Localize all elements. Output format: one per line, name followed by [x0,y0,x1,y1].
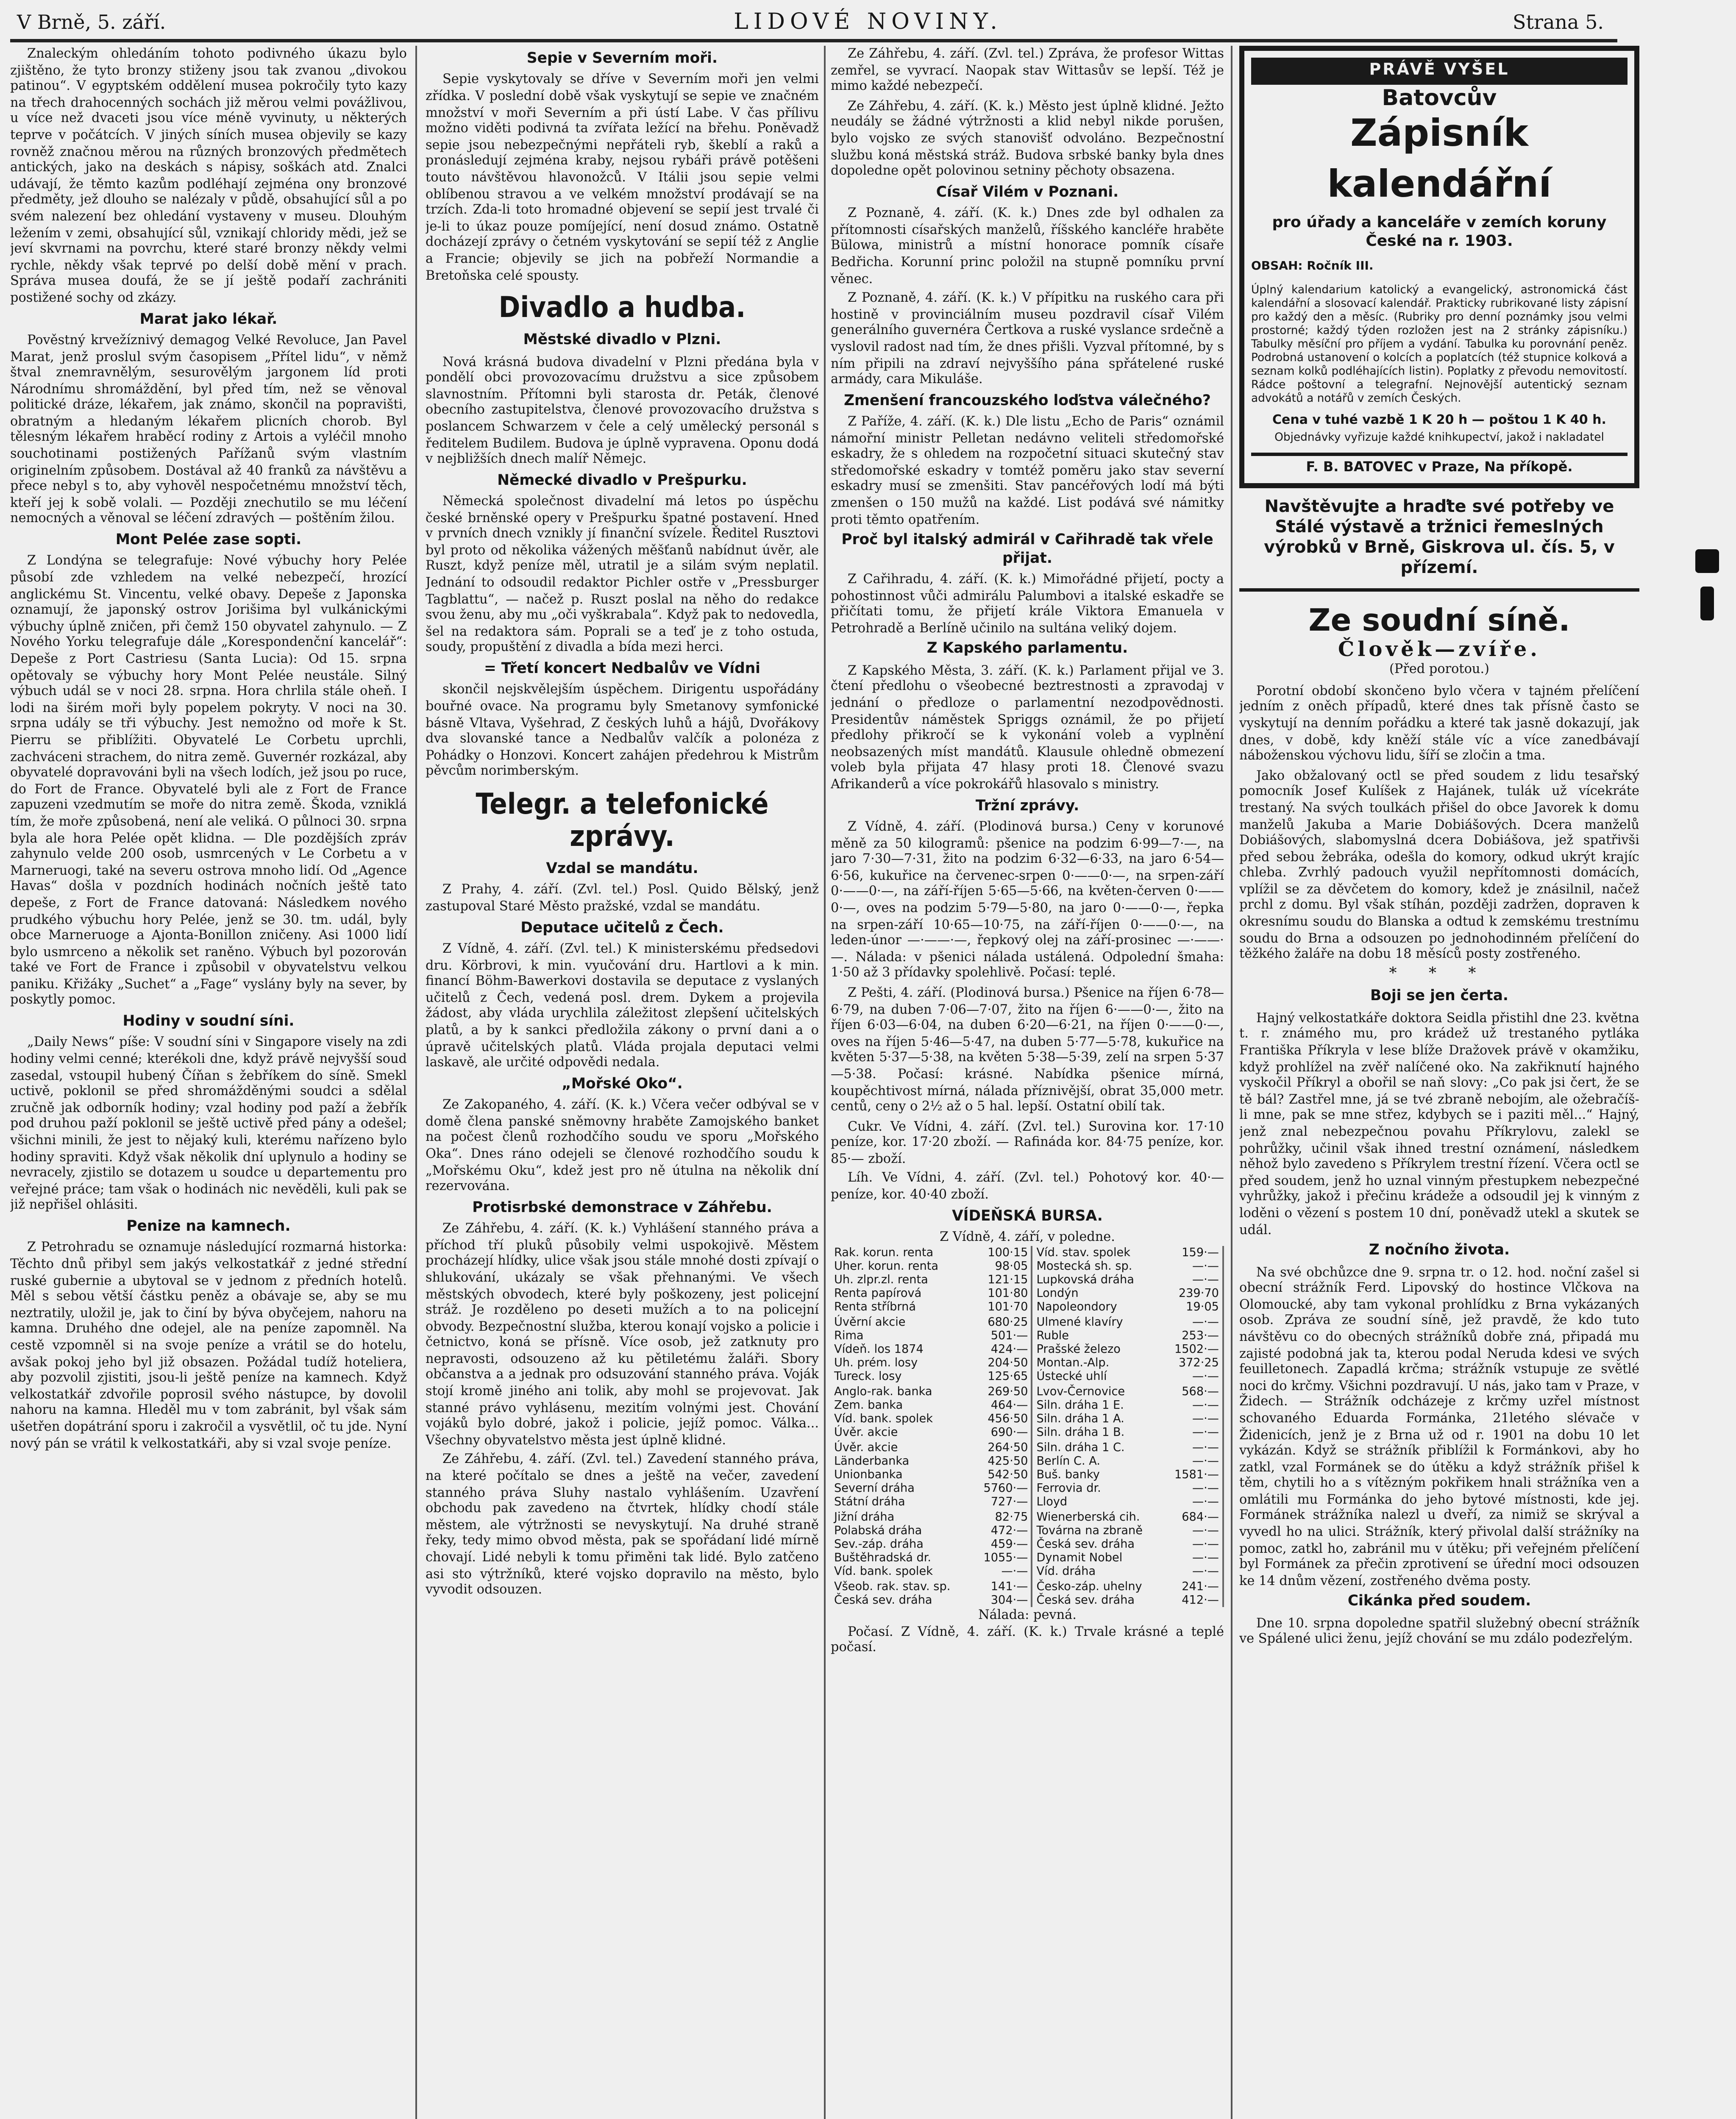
table-label: Ruble [1036,1329,1069,1343]
table-row [831,1273,1223,1287]
headline: Z nočního života. [1369,1243,1510,1260]
table-row [831,1468,1223,1482]
table-label: Víd. bank. spolek [834,1412,933,1426]
table-label: Česká sev. dráha [834,1593,932,1607]
article-paragraph: Z Petrohradu se oznamuje následující rozmarná historka: Těchto dnů přibyl sem jakýs velkostatkář z jedné střední ruské gubernie a ubytoval se v jednom z předních hotelů. Měl s sebou větší částku peněz a obávaje se, aby se mu neztratily, uložil je, jak to činí by býva obyčejem, nahoru na kamna. Druhého dne odejel, ale na peníze zapomněl. Na cestě vzpomněl si na svoje peníze a vrátil se do hotelu, avšak pokoj jeho byl již obsazen. Požádal tudíž hoteliera, aby pozvolil zjistiti, jsou-li ještě peníze na kamnech. Když velkostatkář zdvořile poprosil svého nástupce, by dovolil nahoru na kamna. Hleděl mu v tom zabránit, byl však sám ušetřen dopátrání sporu i zakročil a vysvětlil, oč tu jde. Nyní nový pán se vrátil k velkostatkáři, aby si vzal svoje peníze. [10,1240,407,1451]
table-value: 472·— [972,1524,1032,1538]
table-value: 253·— [1163,1329,1223,1343]
table-value: 100·15 [972,1246,1032,1260]
table-label: Uh. zlpr.zl. renta [834,1273,928,1287]
header-date: V Brně, 5. září. [17,10,166,34]
table-label: Dynamit Nobel [1036,1551,1123,1565]
table-label: Úvěr. akcie [834,1426,898,1440]
table-value: —·— [972,1565,1032,1579]
table-label: Länderbanka [834,1454,910,1468]
table-value: 680·25 [972,1315,1032,1329]
article-paragraph: Ze Záhřebu, 4. září. (K. k.) Město jest úplně klidné. Ježto neudály se žádné výtržnosti a klid nebyl nikde porušen, bylo vojsko ze svých stanovišť odvoláno. Bezpečnostní službu koná městská stráž. Budova srbské banky byla dnes dopoledne opět polovinou setniny pěchoty obsazena. [831,98,1224,178]
article-paragraph: Ze Záhřebu, 4. září. (Zvl. tel.) Zavedení stanného práva, na které počítalo se dnes a ještě na večer, zavedení stanného práva Sluhy nastalo vyhlášením. Uzavření obchodu pak zavedeno na čtvrtek, hlídky chodí stále městem, ale výtržnosti se nevyskytují. Na druhé straně řeky, tedy mimo obvod města, pak se spořádaní lidé mírně chovají. Lidé nebyli k tomu přiměni tak lidé. Bylo zatčeno asi sto výtržníků, které vojsko dopravilo na město, bylo vyvodit odsouzen. [426,1452,819,1597]
table-row [831,1426,1223,1440]
table-row [831,1482,1223,1496]
table-row [831,1399,1223,1413]
table-value: 727·— [972,1496,1032,1510]
table-label: Jižní dráha [834,1510,895,1524]
headline: Penize na kamnech. [126,1219,291,1236]
article-paragraph: Německá společnost divadelní má letos po úspěchu české brněnské opery v Prešpurku špatné postavení. Hned v prvních dnech vznikly jí finanční svízele. Ředitel Rusztovi byl proto od několika vážených měšťanů nabídnut úvěr, ale Ruszt, když peníze měl, utratil je a silám svým neplatil. Jednání to odsoudil redaktor Pichler ostře v „Pressburger Tagblattu“, — načež p. Ruszt poslal na něho do redakce svou ženu, aby mu „oči vyškrabala“. Když pak to nedovedla, šel na redaktora sám. Poprali se a teď je z toho ostuda, soudy, propuštění z divadla a bída mezi herci. [426,493,819,655]
table-label: Ulmené klavíry [1036,1315,1123,1329]
center-note: Z Vídně, 4. září, v poledne. [940,1229,1115,1245]
article-paragraph: Ze Záhřebu, 4. září. (K. k.) Vyhlášení stanného práva a příchod tří pluků působily velmi uspokojivě. Městem procházejí hlídky, ulice však jsou stále mnohé dosti zpívají o shlukování, ukázaly se však přehnanými. Ve všech městských obvodech, které byly poškozeny, jest policejní stráž. Je rozděleno po deseti mužích a to na policejní obvody. Bezpečnostní služba, kterou konají vojsko a policie i četnictvo, koná se přísně. Více osob, jež zatknuty pro nepravosti, odsouzeno až ku pětiletému žaláři. Sbory občanstva a a jednak pro odsuzování stanného práva. Voják stojí kromě jiného ani tolik, aby mohl se projevovat. Jak stanné právo vyhlásenu, mezitím volnými jest. Chování vojáků bylo dobré, jakož i policie, jejíž pomoc. Válka... Všechny obyvatelstvo města jest úplně klidné. [426,1221,819,1448]
article-paragraph: Ze Záhřebu, 4. září. (Zvl. tel.) Zpráva, že profesor Wittas zemřel, se vyvrací. Naopak stav Wittasův se lepší. Též je mimo každé nebezpečí. [831,46,1224,94]
article-paragraph: Znaleckým ohledáním tohoto podivného úkazu bylo zjištěno, že tyto bronzy stiženy jsou tak zvanou „divokou patinou“. V egyptském oddělení musea pokročily tyto kazy na třech drahocenných sochách již měrou velmi povážlivou, u více než dvaceti jsou více méně vyvinuty, u některých teprve v počátcích. V jiných síních musea objevily se kazy rovněž značnou měrou na různých bronzových předmětech antických, jako na deskách s nápisy, soškách atd. Znalci udávají, že těmto kazům podléhají zejména ony bronzové předměty, jež dlouho se nalézaly v půdě, obsahující sůl a po svém nalezení bez ohledání vystaveny v museu. Dlouhým ležením v zemi, obsahující sůl, vznikají chloridy mědi, jež se jeví skvrnami na povrchu, které staré bronzy někdy velmi rychle, někdy však teprvé po delší době mění v prach. Správa musea doufá, že se jí ještě podaří zachrániti postižené sochy od zkázy. [10,46,407,305]
table-value: 690·— [972,1426,1032,1440]
table-label: Česko-záp. uhelny [1036,1579,1142,1593]
table-row [831,1440,1223,1454]
article-paragraph: Jako obžalovaný octl se před soudem z lidu tesařský pomocník Josef Kulíšek z Hajánek, tulák už vícekráte trestaný. Na svých toulkách přišel do obce Javorek k domu manželů Jakuba a Marie Dobiášových. Dcera manželů Dobiášových, slabomyslná dcera Dobiášova, jež spatřivši před sebou žebráka, odešla do komory, odkud ukrýt krajíc chleba. Zvrhlý padouch využil nepřítomnosti domácích, vplížil se za děvčetem do komory, kdež je znásilnil, načež prchl z domu. Byl však stíhán, později zadržen, dopraven k okresnímu soudu do Blanska a odtud k zemskému trestnímu soudu do Brna a odsouzen po jednohodinném přelíčení do těžkého žaláře na dobu 18 měsíců posty zostřeného. [1239,767,1639,962]
table-label: Severní dráha [834,1482,915,1496]
table-row [831,1315,1223,1329]
article-paragraph: Z Poznaně, 4. září. (K. k.) V přípitku na ruského cara při hostině v provinciálním museu pozdravil císař Vilém generálního guvernéra Čertkova a ruské vyslance srdečně a vyslovil radost nad tím, že dnes přišli. Vyzval přítomné, by s ním připili na zdraví nejvyššího pána spřátelené ruské armády, cara Mikuláše. [831,290,1224,387]
table-value: 82·75 [972,1510,1032,1524]
table-value: —·— [1163,1315,1223,1329]
table-label: Polabská dráha [834,1523,922,1537]
table-label: Víd. stav. spolek [1036,1245,1131,1259]
running-header [0,10,1736,41]
table-value: 456·50 [972,1412,1032,1426]
column-rule [1231,46,1232,2119]
article-paragraph: Pověstný krvežíznivý demagog Velké Revoluce, Jan Pavel Marat, jenž proslul svým časopisem „Přítel lidu“, v němž štval znemravnělým, sesurovělým jargonem líd proti Národnímu shromáždění, byl před tím, než se věnoval politické dráze, lékařem, jak známo, skončil na popravišti, obratným a hledaným lékařem plicních chorob. Byl tělesným lékařem hraběcí rodiny z Artois a vyléčil mnoho souchotinami postižených Pařížanů svým vlastním originelním způsobem. Dostával až 40 franků za návštěvu a přece nebyl s to, aby vyhověl nespočetnému množství těch, kteří jej k sobě volali. — Později znechutilo se mu léčení nemocných a věnoval se léčení zdravých — poštěním žilou. [10,332,407,526]
headline: Sepie v Severním moři. [526,51,718,68]
table-label: Zem. banka [834,1398,903,1412]
table-row [831,1412,1223,1426]
table-row [831,1287,1223,1301]
table-value: —·— [1163,1538,1223,1552]
table-label: Česká sev. dráha [1036,1593,1135,1607]
table-row [831,1259,1223,1273]
table-row [831,1357,1223,1371]
headline: Boji se jen čerta. [1370,989,1508,1006]
article-paragraph: Počasí. Z Vídně, 4. září. (K. k.) Trvale krásné a teplé počasí. [831,1623,1224,1655]
ad-title-2: kalendářní [1327,164,1552,207]
table-row [831,1301,1223,1315]
article-note: (Před porotou.) [1389,661,1489,677]
header-rule [10,39,1617,42]
table-label: Víd. dráha [1036,1565,1096,1579]
article-paragraph: „Daily News“ píše: V soudní síni v Singapore visely na zdi hodiny velmi cenné; kterékoli dne, když právě nejvyšší soud zasedal, vstoupil hubený Číňan s žebříkem do síně. Smekl uctivě, poklonil se před shromážděnými soudci a sdělal zručně jak odborník hodiny; vzal hodiny pod paží a žebřík pod druhou paží poklonil se ještě uctivě před pány a odešel; všichni minili, že jest to nějaký kuli, kterému nařízeno bylo hodiny spraviti. Když však několik dní uplynulo a hodiny se nevracely, zjistilo se dotazem u soudce u departementu pro veřejné práce; tam však o hodinách nic nevěděli, kuli pak se již nepřišel ohlásiti. [10,1034,407,1213]
table-label: Renta papírová [834,1287,922,1301]
article-paragraph: Z Vídně, 4. září. (Zvl. tel.) K ministerskému předsedovi dru. Körbrovi, k min. vyučování dru. Hartlovi a k min. financí Böhm-Bawerkovi dostavila se deputace z vyslaných učitelů z Čech, vedená posl. drem. Dykem a projevila žádost, aby vláda urychlila záležitost zlepšení učitelských platů, a by k sankci předložila zákony o první dani a o úpravě učitelských platů. Vláda projala deputaci velmi laskavě, ale určité odpovědi nedala. [426,941,819,1070]
article-paragraph: Z Pešti, 4. září. (Plodinová bursa.) Pšenice na říjen 6·78—6·79, na duben 7·06—7·07, žito na říjen 6·——0·—, žito na říjen 6·03—6·04, na duben 6·20—6·21, na říjen 0·——0·—, oves na říjen 5·46—5·47, na duben 5·77—5·78, kukuřice na květen 5·37—5·38, na květen 5·38—5·39, zelí na srpen 5·37—5·38. Počasí: krásné. Nabídka pšenice mírná, koupěchtivost mírná, nálada příznivější, obrat 35,000 metr. centů, ceny o 2½ až o 5 hal. lepší. Ostatní obilí tak. [831,984,1224,1114]
column-2 [426,46,819,2119]
table-label: Lloyd [1036,1496,1068,1510]
table-value: —·— [1163,1454,1223,1468]
column-1 [10,46,407,2119]
table-row [831,1552,1223,1566]
headline: = Třetí koncert Nedbalův ve Vídni [484,661,760,679]
article-paragraph: Ze Zakopaného, 4. září. (K. k.) Včera večer odbýval se v domě člena panské sněmovny hraběte Zamojského banket na počest členů rozhodčího soudu ve sporu „Mořského Oka“. Dnes ráno odejeli se členové rozhodčího soudu k „Mořskému Oku“, kdež jest pro ně útulna na několik dní rezervována. [426,1097,819,1194]
table-value: 98·05 [972,1259,1032,1273]
table-label: Ferrovia dr. [1036,1482,1101,1496]
headline: Zmenšení francouzského loďstva válečného? [844,392,1211,410]
table-value: —·— [1163,1552,1223,1566]
ad-brand: Batovcův [1382,86,1497,111]
table-label: Rak. korun. renta [834,1245,934,1259]
table-value: 239·70 [1163,1287,1223,1301]
table-value: 1055·— [972,1552,1032,1566]
article-paragraph: Líh. Ve Vídni, 4. září. (Zvl. tel.) Pohotový kor. 40·— peníze, kor. 40·40 zboží. [831,1170,1224,1202]
table-value: —·— [1163,1371,1223,1385]
table-value: 141·— [972,1579,1032,1593]
section-title: Telegr. a telefonické zprávy. [476,788,769,854]
table-value: 101·80 [972,1287,1032,1301]
table-value: 264·50 [972,1440,1032,1454]
ad-contents-label: OBSAH: Ročník III. [1251,259,1374,273]
ad-publisher: F. B. BATOVEC v Praze, Na příkopě. [1251,453,1628,476]
table-row [831,1371,1223,1385]
table-label: Všeob. rak. stav. sp. [834,1579,951,1593]
exhibition-advertisement: Navštěvujte a hraďte své potřeby ve Stálé výstavě a tržnici řemeslných výrobků v Brně, Giskrova ul. čís. 5, v přízemí. [1239,494,1639,591]
ad-title: Zápisník [1350,114,1528,156]
table-label: Lvov-Černovice [1036,1384,1125,1398]
article-paragraph: Cukr. Ve Vídni, 4. září. (Zvl. tel.) Surovina kor. 17·10 peníze, kor. 17·20 zboží. — Rafináda kor. 84·75 peníze, kor. 85·— zboží. [831,1118,1224,1166]
table-label: Ústecké uhlí [1036,1370,1107,1384]
table-label: Lupkovská dráha [1036,1273,1134,1287]
section-title: Ze soudní síně. [1308,603,1570,639]
headline: VÍDEŇSKÁ BURSA. [952,1208,1103,1225]
table-label: Uh. prém. losy [834,1357,918,1371]
table-label: Rima [834,1329,864,1343]
table-label: Siln. dráha 1 A. [1036,1412,1124,1426]
table-row [831,1454,1223,1468]
table-value: 459·— [972,1538,1032,1552]
table-value: —·— [1163,1440,1223,1454]
table-label: Buš. banky [1036,1468,1100,1482]
table-value: —·— [1163,1399,1223,1413]
calendar-advertisement [1239,46,1639,487]
article-paragraph: Nová krásná budova divadelní v Plzni předána byla v pondělí obci provozovacímu družstvu a sice způsobem slavnostním. Přítomni byli starosta dr. Peták, členové obecního zastupitelstva, členové provozovacího družstva s poslancem Schwarzem v čele a celý umělecký personál s ředitelem Budilem. Budova je úplně vypravena. Oponu dodá v nejbližších dnech malíř Němejc. [426,353,819,467]
headline: Mont Pelée zase sopti. [115,532,302,550]
headline: Deputace učitelů z Čech. [520,920,724,937]
table-label: Mostecká sh. sp. [1036,1259,1132,1273]
table-value: 159·— [1163,1246,1223,1260]
table-value: 1502·— [1163,1343,1223,1357]
table-value: 425·50 [972,1454,1032,1468]
headline: Městské divadlo v Plzni. [523,332,721,350]
table-value: —·— [1163,1412,1223,1426]
table-value: 1581·— [1163,1468,1223,1482]
table-label: Unionbanka [834,1468,903,1482]
table-label: Úvěrní akcie [834,1315,906,1329]
table-value: 464·— [972,1399,1032,1413]
table-value: —·— [1163,1259,1223,1273]
headline: Hodiny v soudní síni. [122,1014,295,1031]
table-value: 424·— [972,1343,1032,1357]
table-value: 501·— [972,1329,1032,1343]
table-label: Tureck. losy [834,1370,902,1384]
table-label: Napoleondory [1036,1301,1117,1315]
table-label: Berlín C. A. [1036,1454,1101,1468]
table-label: Uher. korun. renta [834,1259,939,1273]
headline: Z Kapského parlamentu. [926,641,1128,659]
table-value: 125·65 [972,1371,1032,1385]
table-label: Renta stříbrná [834,1301,916,1315]
article-paragraph: Dne 10. srpna dopoledne spatřil služebný obecní strážník ve Spálené ulici ženu, jejíž chování se mu zdálo podezřelým. [1239,1615,1639,1647]
column-3 [831,46,1224,2119]
headline: „Mořské Oko“. [562,1076,683,1093]
article-paragraph: Sepie vyskytovaly se dříve v Severním moři jen velmi zřídka. V poslední době však vyskytují se sepie ve značném množství v moři Severním a při ústí Labe. V čas přílivu možno viděti podivná ta zvířata ležící na břehu. Poněvadž sepie jsou nebezpečnými nepřáteli ryb, škeblí a raků a pronásledují zejména kraby, nejsou rybáři právě potěšeni touto návštěvou hlavonožců. V Itálii jsou sepie velmi oblíbenou stravou a ve velkém množství prodávají se na trzích. Zda-li toto hromadné objevení se sepií jest trvalé či je-li to úkaz pouze pomíjející, není dosud známo. Ostatně docházejí zprávy o četném vyskytování se sepií též z Anglie a Francie; objevily se jich na pobřeží Normandie a Bretoňska celé spousty. [426,72,819,283]
headline: Proč byl italský admirál v Cařihradě tak vřele přijat. [841,533,1213,567]
table-value: 241·— [1163,1579,1223,1593]
table-label: Londýn [1036,1287,1079,1301]
headline: Protisrbské demonstrace v Záhřebu. [472,1199,772,1217]
table-value: 19·05 [1163,1301,1223,1315]
table-row [831,1524,1223,1538]
table-value: —·— [1163,1496,1223,1510]
margin-mark [1695,549,1719,573]
table-row [831,1246,1223,1260]
page-number: Strana 5. [1513,10,1604,34]
table-label: Vídeň. los 1874 [834,1343,924,1357]
table-label: Wienerberská cih. [1036,1510,1140,1524]
section-title: Divadlo a hudba. [498,292,746,326]
headline: Tržní zprávy. [975,798,1079,815]
center-note: Nálada: pevná. [978,1607,1077,1622]
table-label: Buštěhradská dr. [834,1551,932,1565]
article-paragraph: Z Vídně, 4. září. (Plodinová bursa.) Ceny v korunové měně za 50 kilogramů: pšenice na podzim 6·99—7·—, na jaro 7·30—7·31, žito na podzim 6·32—6·33, na jaro 6·54—6·56, kukuřice na červenec-srpen 0·——0·—, na srpen-září 0·——0·—, na září-říjen 5·65—5·66, na květen-červen 0·——0·—, oves na podzim 5·79—5·80, na jaro 0·——0·—, řepka na srpen-září 10·65—10·75, na září-říjen 0·——0·—, na leden-únor —·——·—, řepkový olej na září-prosinec —·——·—. Nálada: v pšenici nálada ustálená. Odpolední šmaha: 1·50 až 3 přídavky spolehlivě. Počasí: teplé. [831,819,1224,981]
table-label: Siln. dráha 1 E. [1036,1398,1124,1412]
article-title: Člověk—zvíře. [1338,637,1541,661]
ad-banner: PRÁVĚ VYŠEL [1251,58,1628,84]
table-label: Anglo-rak. banka [834,1384,932,1398]
ad-note: Objednávky vyřizuje každé knihkupectví, jakož i nakladatel [1274,431,1604,445]
table-row [831,1565,1223,1579]
article-paragraph: Z Poznaně, 4. září. (K. k.) Dnes zde byl odhalen za přítomnosti císařských manželů, říšského kancléře hraběte Bülowa, ministrů a místní honorace pomník císaře Bedřicha. Korunní princ položil na stupně pomníku první věnec. [831,205,1224,286]
table-row [831,1343,1223,1357]
table-value: 204·50 [972,1357,1032,1371]
article-paragraph: Z Londýna se telegrafuje: Nové výbuchy hory Pelée působí zde vzhledem na velké nebezpečí, hrozící anglickému St. Vincentu, velké obavy. Depeše z Japonska oznamují, že japonský ostrov Jorišima byl vulkánickými výbuchy úplně zničen, při čemž 150 obyvatel zahynulo. — Z Nového Yorku telegrafuje dále „Korespondenční kancelář“: Depeše z Port Castriesu (Santa Lucia): Od 15. srpna opětovaly se výbuchy hory Mont Pelée neustále. Silný výbuch udál se v noci 28. srpna. Hora chrlila stále oheň. I lodi na širém moři byly popelem pokryty. V noci na 30. srpna udály se tři výbuchy. Jest nemožno od moře k St. Pierru se přiblížiti. Obyvatelé Le Corbetu uprchli, zachváceni strachem, do nitra země. Guvernér rozkázal, aby obyvatelé dopravováni byli na všech lodích, jež jsou po ruce, do Fort de France. Obyvatelé byli ale z Fort de France zapuzeni vzedmutím se moře do nitra země. Škoda, vzniklá tím, že moře způsobená, není ale veliká. O půlnoci 30. srpna byla ale hora Pelée opět klidna. — Dle pozdějších zpráv zahynulo velde 200 osob, usmrcených v Le Corbetu a v Marneruogi, také na severu ostrova mnoho lidí. Od „Agence Havas“ došla v pozdních hodinách nočních ještě tato depeše, z Fort de France datovaná: Následkem nového prudkého výbuchu hory Pelée, jenž se 30. tm. udál, byly obce Marneruoge a Ajonta-Bonillon zničeny. Asi 1000 lidí bylo usmrceno a několik set raněno. Výbuch byl pozorován také ve Fort de France i způsobil v obyvatelstvu velkou paniku. Křižáky „Suchet“ a „Fage“ vyslány byly na sever, by poskytly pomoc. [10,553,407,1008]
separator-stars: * * * [1389,966,1490,983]
article-paragraph: Porotní období skončeno bylo včera v tajném přelíčení jedním z oněch případů, které dnes tak přísně často se vyskytují na denním pořádku a které tak jasně dokazují, jak dnes, v době, kdy kněží stále víc a více zanedbávají náboženskou výchovu lidu, šíří se zločin a tma. [1239,683,1639,763]
table-row [831,1579,1223,1593]
article-paragraph: skončil nejskvělejším úspěchem. Dirigentu uspořádány bouřné ovace. Na programu byly Smetanovy symfonické básně Vltava, Vyšehrad, Z českých luhů a hájů, Dvořákovy dva slovanské tance a Nedbalův valčík a polonéza z Pohádky o Honzovi. Koncert zahájen předehrou k Mistrům pěvcům norimberským. [426,682,819,779]
masthead-title: LIDOVÉ NOVINY. [734,10,1002,36]
table-row [831,1538,1223,1552]
table-row [831,1593,1223,1607]
article-paragraph: Z Kapského Města, 3. září. (K. k.) Parlament přijal ve 3. čtení předlohu o všeobecné beztrestnosti a zpravodaj v jednání o předloze o parlamentní nezodpovědnosti. Presidentův náměstek Spriggs oznámil, že po přijetí předlohy přikročí se k vykonání voleb a vyplnění neobsazených míst mandátů. Klausule ohledně obmezení voleb byla přijata 47 hlasy proti 18. Členové svazu Afrikanderů a více pokrokářů hlasovalo s ministry. [831,662,1224,792]
headline: Cikánka před soudem. [1347,1594,1531,1611]
table-value: —·— [1163,1482,1223,1496]
column-rule [415,46,417,2119]
article-paragraph: Hajný velkostatkáře doktora Seidla přistihl dne 23. května t. r. známého mu, pro krádež už trestaného pytláka Františka Příkryla v lese blíže Dražovek právě v okamžiku, když prohlížel na zvěř nalíčené oko. Na zakřiknutí hajného vyskočil Příkryl a obořil se naň slovy: „Co pak jsi čert, že se tě bál? Zastřel mne, já se tvé zbraně nebojím, ale ožebračíš-li mne, pak se mne střez, kdybych se i paziti měl...“ Hajný, jenž znal nebezpečnou povahu Příkrylovu, zalekl se pohrůžky, učinil však ihned trestní oznámení, následkem něhož bylo zavedeno s Příkrylem trestní řízení. Včera octl se před soudem, jenž ho uznal vinným přestupkem nebezpečné vyhrůžky, jakož i přečinu krádeže a odsoudil jej k vinným z loděni o vězení s postem 10 dní, poněvadž utekl a skutek se udál. [1239,1010,1639,1237]
margin-mark [1700,587,1714,620]
table-value: 121·15 [972,1273,1032,1287]
table-value: 304·— [972,1593,1032,1607]
stock-table [831,1246,1224,1607]
table-label: Úvěr. akcie [834,1440,898,1454]
article-paragraph: Z Paříže, 4. září. (K. k.) Dle listu „Echo de Paris“ oznámil námořní ministr Pelletan nedávno veliteli středomořské eskadry, že s ohledem na rozpočetní situaci skutečný stav středomořské eskadry v tomtéž poměru jako stav severní eskadry musí se zmenšiti. Stav pancéřových lodí má býti zmenšen o 150 mužů na každé. List podává své námitky proti těmto opatřením. [831,414,1224,527]
headline: Vzdal se mandátu. [546,861,698,878]
table-value: 542·50 [972,1468,1032,1482]
table-value: —·— [1163,1273,1223,1287]
headline: Císař Vilém v Poznani. [936,184,1119,201]
article-paragraph: Z Prahy, 4. září. (Zvl. tel.) Posl. Quido Bělský, jenž zastupoval Staré Město pražské, vzdal se mandátu. [426,882,819,914]
ad-subtitle: pro úřady a kanceláře v zemích koruny České na r. 1903. [1272,215,1607,251]
table-value: 372·25 [1163,1357,1223,1371]
table-value: —·— [1163,1565,1223,1579]
article-paragraph: Z Cařihradu, 4. září. (K. k.) Mimořádné přijetí, pocty a pohostinnost vůči admirálu Palumbovi a italské eskadře se přičítati tomu, že přijetí krále Viktora Emanuela v Petrohradě a Berlíně učinilo na sultána veliký dojem. [831,571,1224,636]
table-label: Montan.-Alp. [1036,1357,1110,1371]
headline: Německé divadlo v Prešpurku. [497,472,747,489]
table-value: 568·— [1163,1385,1223,1399]
article-paragraph: Na své obchůzce dne 9. srpna tr. o 12. hod. noční zašel si obecní strážník Ferd. Lipovský do hostince Vlčkova na Olomoucké, aby tam vykonal prohlídku z Brna vykázaných osob. Zpráva ze soudní síně, jež pravdě, že kdo tuto návštěvu co do obecných strážníků dobře zná, připadá mu zajisté podobná jak ta, kterou podal Neruda kdesi ve svých feuilletonech. Zapadlá krčma; strážník vstupuje ze světlé noci do krčmy. Všichni pozdravují. U nás, jako tam v Praze, v Židech. — Strážník odcházeje z krčmy uzřel místnost schovaného Eduarda Formánka, 21letého slévače v Židenicích, jenž je z Brna už od r. 1901 na dobu 10 let vykázán. Když se strážník přiblížil k Formánkovi, aby ho zatkl, vzal Formánek se do útěku a když strážník přišel k těm, chytili ho a s vítězným pokřikem hnali strážníka ven a omlátili mu Formánka do jeho bytové místnosti, kde jej. Formánek strážníka nalezl u dveří, za nimiž se skrýval a vyvedl ho na ulici. Strážník, který přivolal další strážníky na pomoc, zatkl ho, zabránil mu v útěku; při veřejném přelíčení byl Formánek za přečin zprotivení se úřední moci odsouzen ke 14 dnům vězení, zostřeného dvěma posty. [1239,1264,1639,1588]
headline: Marat jako lékař. [139,311,278,328]
table-value: 101·70 [972,1301,1032,1315]
table-value: 412·— [1163,1593,1223,1607]
table-label: Státní dráha [834,1496,905,1510]
table-row [831,1496,1223,1510]
table-value: 684·— [1163,1510,1223,1524]
table-label: Siln. dráha 1 C. [1036,1440,1125,1454]
table-label: Česká sev. dráha [1036,1537,1135,1551]
ad-contents: Úplný kalendarium katolický a evangelický, astronomická část kalendářní a slosovací kalendář. Prakticky rubrikované listy zápisní pro každý den a měsíc. (Rubriky pro denní poznámky jsou velmi prostorné; každý týden rozložen jest na 2 stránky zápisníku.) Tabulky měsíční pro příjem a vydání. Tabulka ku porovnání peněz. Podrobná ustanovení o kolcích a poplatcích (též stupnice kolková a seznam kolků podléhajících listin). Poplatky z převodu nemovitostí. Rádce poštovní a telegrafní. Nejnovější autentický seznam advokátů a notářů v zemích Českých. [1251,283,1628,405]
table-label: Sev.-záp. dráha [834,1537,924,1551]
table-value: —·— [1163,1426,1223,1440]
ad-price: Cena v tuhé vazbě 1 K 20 h — poštou 1 K 40 h. [1272,412,1606,427]
table-label: Továrna na zbraně [1036,1523,1143,1537]
column-4 [1239,46,1639,2119]
table-value: —·— [1163,1524,1223,1538]
table-label: Prašské železo [1036,1343,1121,1357]
table-row [831,1329,1223,1343]
table-row [831,1510,1223,1524]
table-value: 5760·— [972,1482,1032,1496]
column-rule [824,46,826,2119]
table-label: Víd. bank. spolek [834,1565,933,1579]
table-label: Siln. dráha 1 B. [1036,1426,1125,1440]
table-row [831,1385,1223,1399]
table-value: 269·50 [972,1385,1032,1399]
